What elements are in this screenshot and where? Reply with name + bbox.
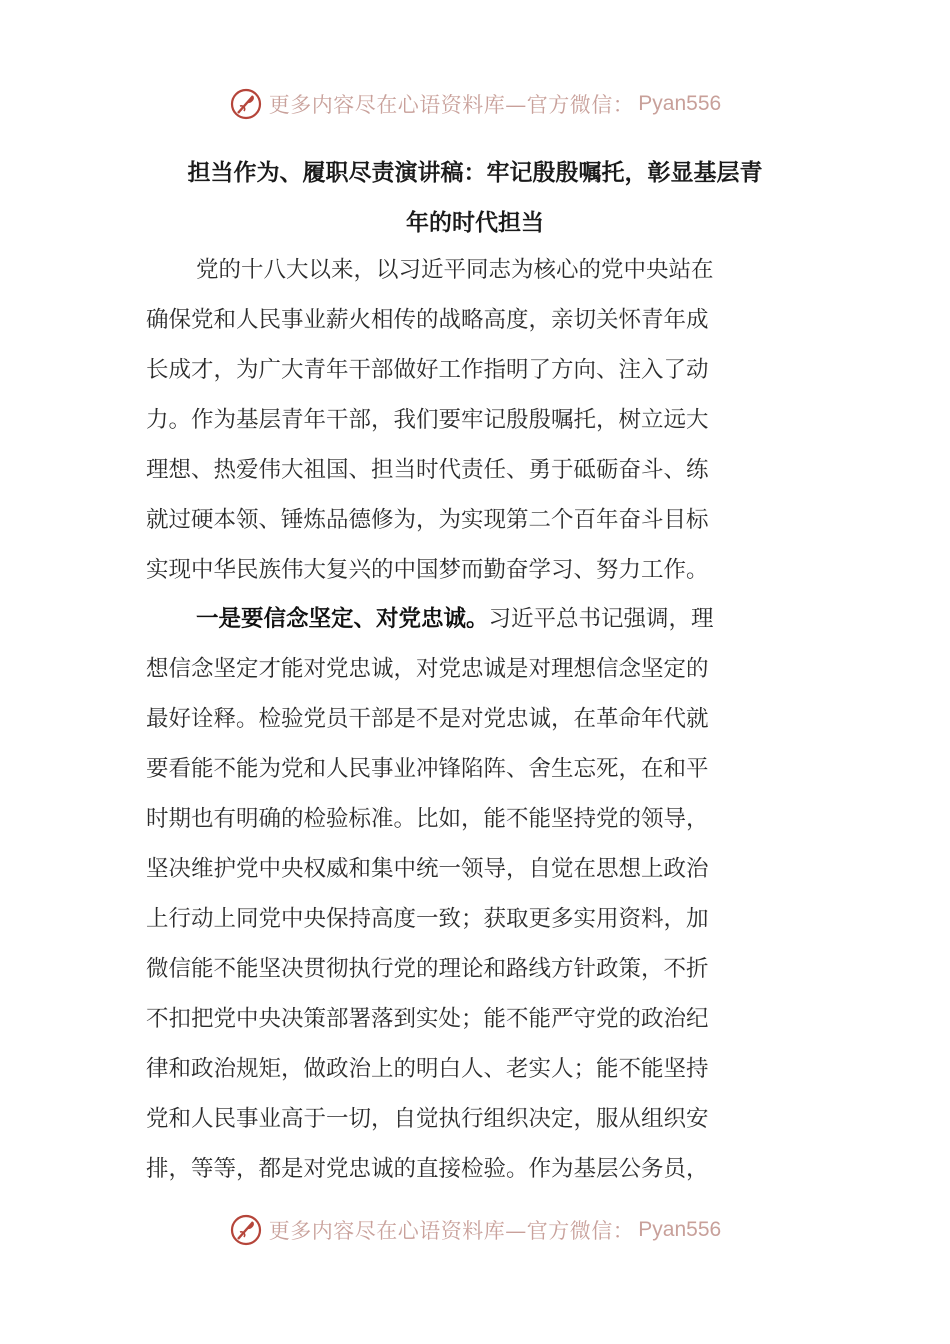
paragraph-2-line: 排，等等，都是对党忠诚的直接检验。作为基层公务员，	[146, 1156, 709, 1182]
paragraph-2-line: 要看能不能为党和人民事业冲锋陷阵、舍生忘死，在和平	[146, 756, 709, 782]
paragraph-2-line: 想信念坚定才能对党忠诚，对党忠诚是对理想信念坚定的	[146, 656, 709, 682]
paragraph-2-line: 不扣把党中央决策部署落到实处；能不能严守党的政治纪	[146, 1006, 709, 1032]
paragraph-1-line: 就过硬本领、锤炼品德修为，为实现第二个百年奋斗目标	[146, 507, 709, 533]
paragraph-2-line: 微信能不能坚决贯彻执行党的理论和路线方针政策，不折	[146, 956, 709, 982]
paragraph-2-line: 最好诠释。检验党员干部是不是对党忠诚，在革命年代就	[146, 706, 709, 732]
paragraph-1-line: 长成才，为广大青年干部做好工作指明了方向、注入了动	[146, 357, 709, 383]
paragraph-1-line: 理想、热爱伟大祖国、担当时代责任、勇于砥砺奋斗、练	[146, 457, 709, 483]
footer-watermark	[0, 1210, 950, 1250]
paragraph-2-lead-heading: 一是要信念坚定、对党忠诚。	[196, 606, 489, 632]
paragraph-2-line: 时期也有明确的检验标准。比如，能不能坚持党的领导，	[146, 806, 709, 832]
header-watermark	[0, 84, 950, 124]
watermark-wechat-id: Pyan556	[638, 92, 722, 115]
paragraph-2-line: 党和人民事业高于一切，自觉执行组织决定，服从组织安	[146, 1106, 709, 1132]
quill-seal-icon	[229, 1213, 263, 1247]
paragraph-1-line: 力。作为基层青年干部，我们要牢记殷殷嘱托，树立远大	[146, 407, 709, 433]
paragraph-1-line: 党的十八大以来，以习近平同志为核心的党中央站在	[196, 257, 714, 283]
watermark-text: 更多内容尽在心语资料库—官方微信：	[268, 93, 635, 117]
paragraph-2-first-line	[196, 594, 714, 644]
watermark-text: 更多内容尽在心语资料库—官方微信：	[268, 1219, 635, 1243]
paragraph-2-line: 上行动上同党中央保持高度一致；获取更多实用资料，加	[146, 906, 709, 932]
quill-seal-icon	[229, 87, 263, 121]
paragraph-2-first-line-text: 习近平总书记强调，理	[488, 606, 714, 632]
paragraph-1-line: 确保党和人民事业薪火相传的战略高度，亲切关怀青年成	[146, 307, 709, 333]
page-title-line-1: 担当作为、履职尽责演讲稿：牢记殷殷嘱托，彰显基层青	[187, 160, 763, 186]
paragraph-2-line: 律和政治规矩，做政治上的明白人、老实人；能不能坚持	[146, 1056, 709, 1082]
page-title-line-2: 年的时代担当	[406, 210, 544, 236]
paragraph-1-line: 实现中华民族伟大复兴的中国梦而勤奋学习、努力工作。	[146, 557, 709, 583]
watermark-wechat-id: Pyan556	[638, 1218, 722, 1241]
paragraph-2-line: 坚决维护党中央权威和集中统一领导，自觉在思想上政治	[146, 856, 709, 882]
